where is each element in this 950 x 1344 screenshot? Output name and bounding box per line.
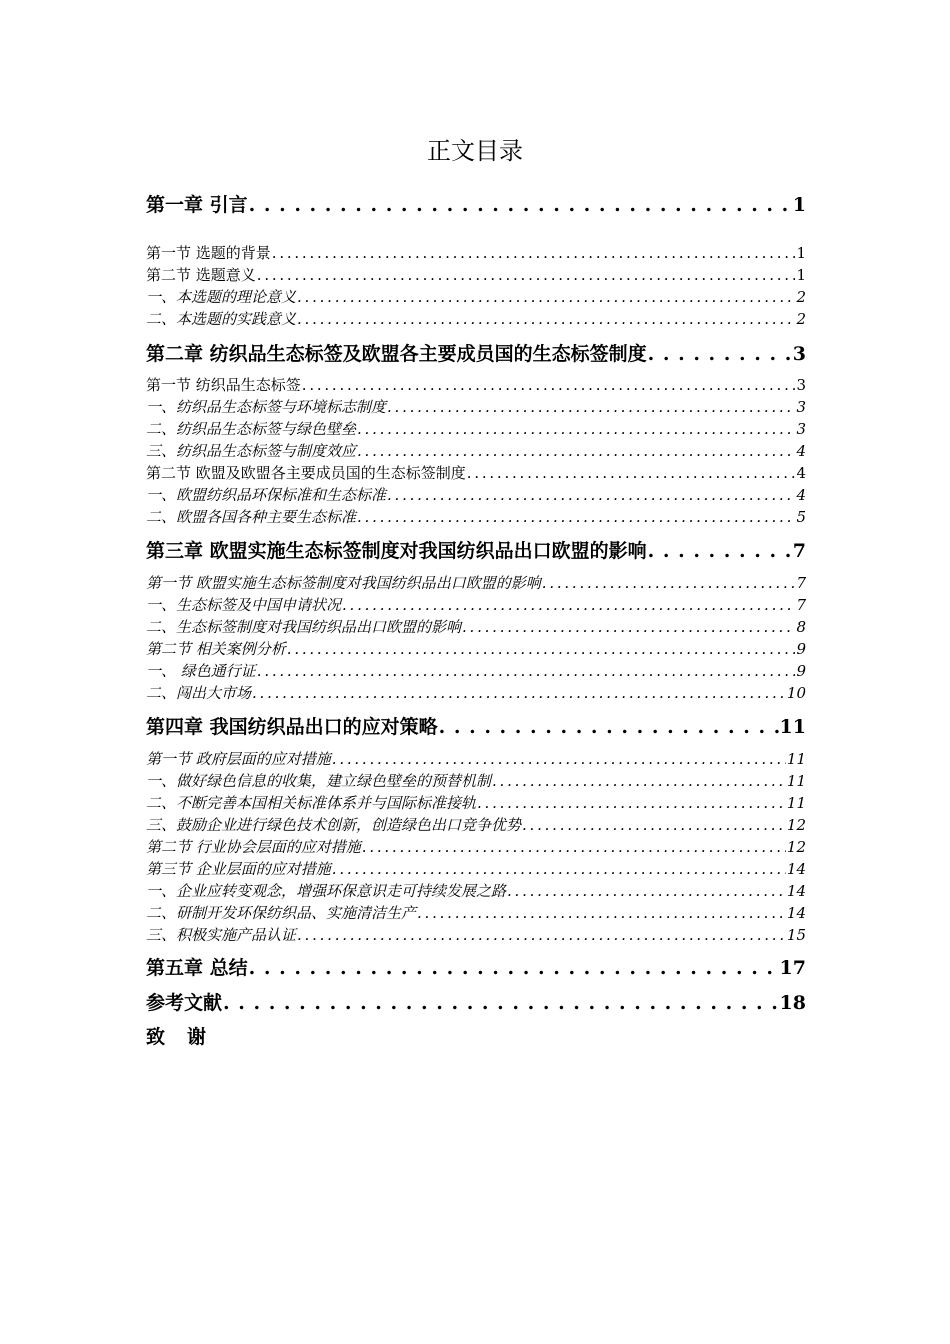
toc-page-number: 9 — [796, 640, 806, 658]
toc-chapter-entry[interactable] — [146, 341, 806, 367]
toc-page-number: 14 — [786, 882, 806, 900]
toc-leader-dots — [302, 375, 796, 396]
toc-leader-dots — [297, 287, 795, 308]
toc-section-entry[interactable] — [146, 639, 806, 660]
toc-leader-dots — [257, 265, 796, 286]
toc-leader-dots — [507, 881, 786, 902]
acknowledgement-heading: 致谢 — [146, 1026, 229, 1048]
toc-entry-text: 三、纺织品生态标签与制度效应 — [146, 442, 357, 460]
toc-leader-dots — [477, 793, 786, 814]
toc-page-number: 1 — [792, 194, 806, 216]
toc-item-entry[interactable] — [146, 881, 806, 902]
toc-item-entry[interactable] — [146, 815, 806, 836]
toc-page-number: 3 — [796, 376, 806, 394]
toc-section-entry[interactable] — [146, 837, 806, 858]
toc-page-number: 3 — [796, 398, 806, 416]
toc-item-entry[interactable] — [146, 595, 806, 616]
toc-page-number: 12 — [786, 816, 806, 834]
toc-leader-dots — [332, 749, 786, 770]
toc-page-number: 11 — [786, 772, 806, 790]
toc-leader-dots — [387, 397, 795, 418]
toc-item-entry[interactable] — [146, 485, 806, 506]
toc-entry-text: 一、企业应转变观念，增强环保意识走可持续发展之路 — [146, 882, 507, 900]
toc-page-number: 10 — [786, 684, 806, 702]
toc-item-entry[interactable] — [146, 287, 806, 308]
toc-page-number: 7 — [792, 540, 806, 562]
toc-page-number: 7 — [796, 596, 806, 614]
toc-page-number: 14 — [786, 904, 806, 922]
toc-page-number: 1 — [796, 244, 806, 262]
toc-page-number: 11 — [786, 750, 806, 768]
toc-page-number: 2 — [796, 310, 806, 328]
toc-leader-dots — [362, 837, 786, 858]
toc-entry-text: 二、本选题的实践意义 — [146, 310, 297, 328]
toc-page-number: 11 — [779, 716, 806, 738]
toc-entry-text: 第二章 纺织品生态标签及欧盟各主要成员国的生态标签制度 — [146, 343, 647, 365]
toc-chapter-entry[interactable] — [146, 955, 806, 981]
toc-chapter-entry[interactable] — [146, 990, 806, 1016]
toc-entry-text: 二、欧盟各国各种主要生态标准 — [146, 508, 357, 526]
toc-item-entry[interactable] — [146, 419, 806, 440]
toc-leader-dots — [297, 925, 786, 946]
toc-item-entry[interactable] — [146, 683, 806, 704]
toc-leader-dots — [542, 573, 796, 594]
toc-page-number: 3 — [796, 420, 806, 438]
toc-item-entry[interactable] — [146, 925, 806, 946]
toc-section-entry[interactable] — [146, 573, 806, 594]
toc-page-number: 17 — [779, 957, 806, 979]
toc-item-entry[interactable] — [146, 507, 806, 528]
toc-leader-dots — [648, 341, 792, 367]
toc-leader-dots — [332, 859, 786, 880]
toc-leader-dots — [357, 507, 795, 528]
toc-leader-dots — [357, 441, 795, 462]
toc-page-number: 5 — [796, 508, 806, 526]
toc-entry-text: 二、生态标签制度对我国纺织品出口欧盟的影响 — [146, 618, 462, 636]
toc-entry-text: 第五章 总结 — [146, 957, 248, 979]
toc-page-number: 7 — [796, 574, 806, 592]
toc-chapter-entry[interactable] — [146, 714, 806, 740]
toc-entry-text: 第一章 引言 — [146, 194, 248, 216]
toc-leader-dots — [492, 771, 786, 792]
toc-leader-dots — [387, 485, 795, 506]
toc-section-entry[interactable] — [146, 463, 806, 484]
toc-entry-text: 第一节 欧盟实施生态标签制度对我国纺织品出口欧盟的影响 — [146, 574, 541, 592]
toc-item-entry[interactable] — [146, 661, 806, 682]
toc-leader-dots — [257, 661, 796, 682]
toc-item-entry[interactable] — [146, 903, 806, 924]
toc-entry-text: 参考文献 — [146, 992, 223, 1014]
toc-page-number: 4 — [796, 442, 806, 460]
toc-page-number: 9 — [796, 662, 806, 680]
toc-entry-text: 一、生态标签及中国申请状况 — [146, 596, 342, 614]
toc-leader-dots — [297, 309, 795, 330]
toc-page-number: 14 — [786, 860, 806, 878]
toc-section-entry[interactable] — [146, 243, 806, 264]
toc-page-number: 4 — [796, 464, 806, 482]
toc-leader-dots — [342, 595, 795, 616]
toc-leader-dots — [417, 903, 786, 924]
toc-item-entry[interactable] — [146, 441, 806, 462]
toc-entry-text: 一、 绿色通行证 — [146, 662, 256, 680]
toc-item-entry[interactable] — [146, 617, 806, 638]
toc-leader-dots — [249, 955, 779, 981]
toc-page-number: 2 — [796, 288, 806, 306]
toc-leader-dots — [648, 538, 792, 564]
toc-entry-text: 第二节 选题意义 — [146, 266, 256, 284]
toc-page-number: 11 — [786, 794, 806, 812]
toc-entry-text: 第一节 纺织品生态标签 — [146, 376, 301, 394]
toc-entry-text: 一、纺织品生态标签与环境标志制度 — [146, 398, 387, 416]
toc-item-entry[interactable] — [146, 397, 806, 418]
toc-entry-text: 第二节 欧盟及欧盟各主要成员国的生态标签制度 — [146, 464, 466, 482]
toc-title: 正文目录 — [427, 137, 523, 165]
toc-entry-text: 一、做好绿色信息的收集，建立绿色壁垒的预替机制 — [146, 772, 492, 790]
toc-entry-text: 三、鼓励企业进行绿色技术创新，创造绿色出口竞争优势 — [146, 816, 522, 834]
toc-page-number: 12 — [786, 838, 806, 856]
toc-chapter-entry[interactable] — [146, 192, 806, 218]
toc-entry-text: 第一节 政府层面的应对措施 — [146, 750, 331, 768]
toc-entry-text: 一、欧盟纺织品环保标准和生态标准 — [146, 486, 387, 504]
toc-leader-dots — [462, 617, 795, 638]
toc-entry-text: 第三章 欧盟实施生态标签制度对我国纺织品出口欧盟的影响 — [146, 540, 647, 562]
toc-entry-text: 二、不断完善本国相关标准体系并与国际标准接轨 — [146, 794, 477, 812]
toc-entry-text: 二、闯出大市场 — [146, 684, 252, 702]
toc-entry-text: 二、纺织品生态标签与绿色壁垒 — [146, 420, 357, 438]
toc-page-number: 18 — [779, 992, 806, 1014]
toc-chapter-entry[interactable] — [146, 538, 806, 564]
toc-entry-text: 第三节 企业层面的应对措施 — [146, 860, 331, 878]
toc-page-number: 15 — [786, 926, 806, 944]
toc-leader-dots — [287, 639, 796, 660]
toc-leader-dots — [252, 683, 786, 704]
toc-page-number: 1 — [796, 266, 806, 284]
toc-item-entry[interactable] — [146, 309, 806, 330]
toc-leader-dots — [522, 815, 786, 836]
toc-item-entry[interactable] — [146, 771, 806, 792]
toc-entry-text: 一、本选题的理论意义 — [146, 288, 297, 306]
toc-entry-text: 第四章 我国纺织品出口的应对策略 — [146, 716, 438, 738]
toc-leader-dots — [272, 243, 796, 264]
toc-leader-dots — [249, 192, 792, 218]
toc-entry-text: 二、研制开发环保纺织品、实施清洁生产 — [146, 904, 417, 922]
toc-section-entry[interactable] — [146, 749, 806, 770]
toc-leader-dots — [223, 990, 779, 1016]
toc-entry-text: 第二节 相关案例分析 — [146, 640, 286, 658]
toc-page-number: 8 — [796, 618, 806, 636]
toc-entry-text: 第一节 选题的背景 — [146, 244, 271, 262]
toc-section-entry[interactable] — [146, 265, 806, 286]
toc-leader-dots — [357, 419, 795, 440]
toc-section-entry[interactable] — [146, 375, 806, 396]
toc-leader-dots — [467, 463, 796, 484]
toc-entry-text: 三、积极实施产品认证 — [146, 926, 297, 944]
toc-page-number: 3 — [792, 343, 806, 365]
toc-item-entry[interactable] — [146, 793, 806, 814]
toc-section-entry[interactable] — [146, 859, 806, 880]
toc-entry-text: 第二节 行业协会层面的应对措施 — [146, 838, 361, 856]
toc-page-number: 4 — [796, 486, 806, 504]
toc-leader-dots — [439, 714, 779, 740]
